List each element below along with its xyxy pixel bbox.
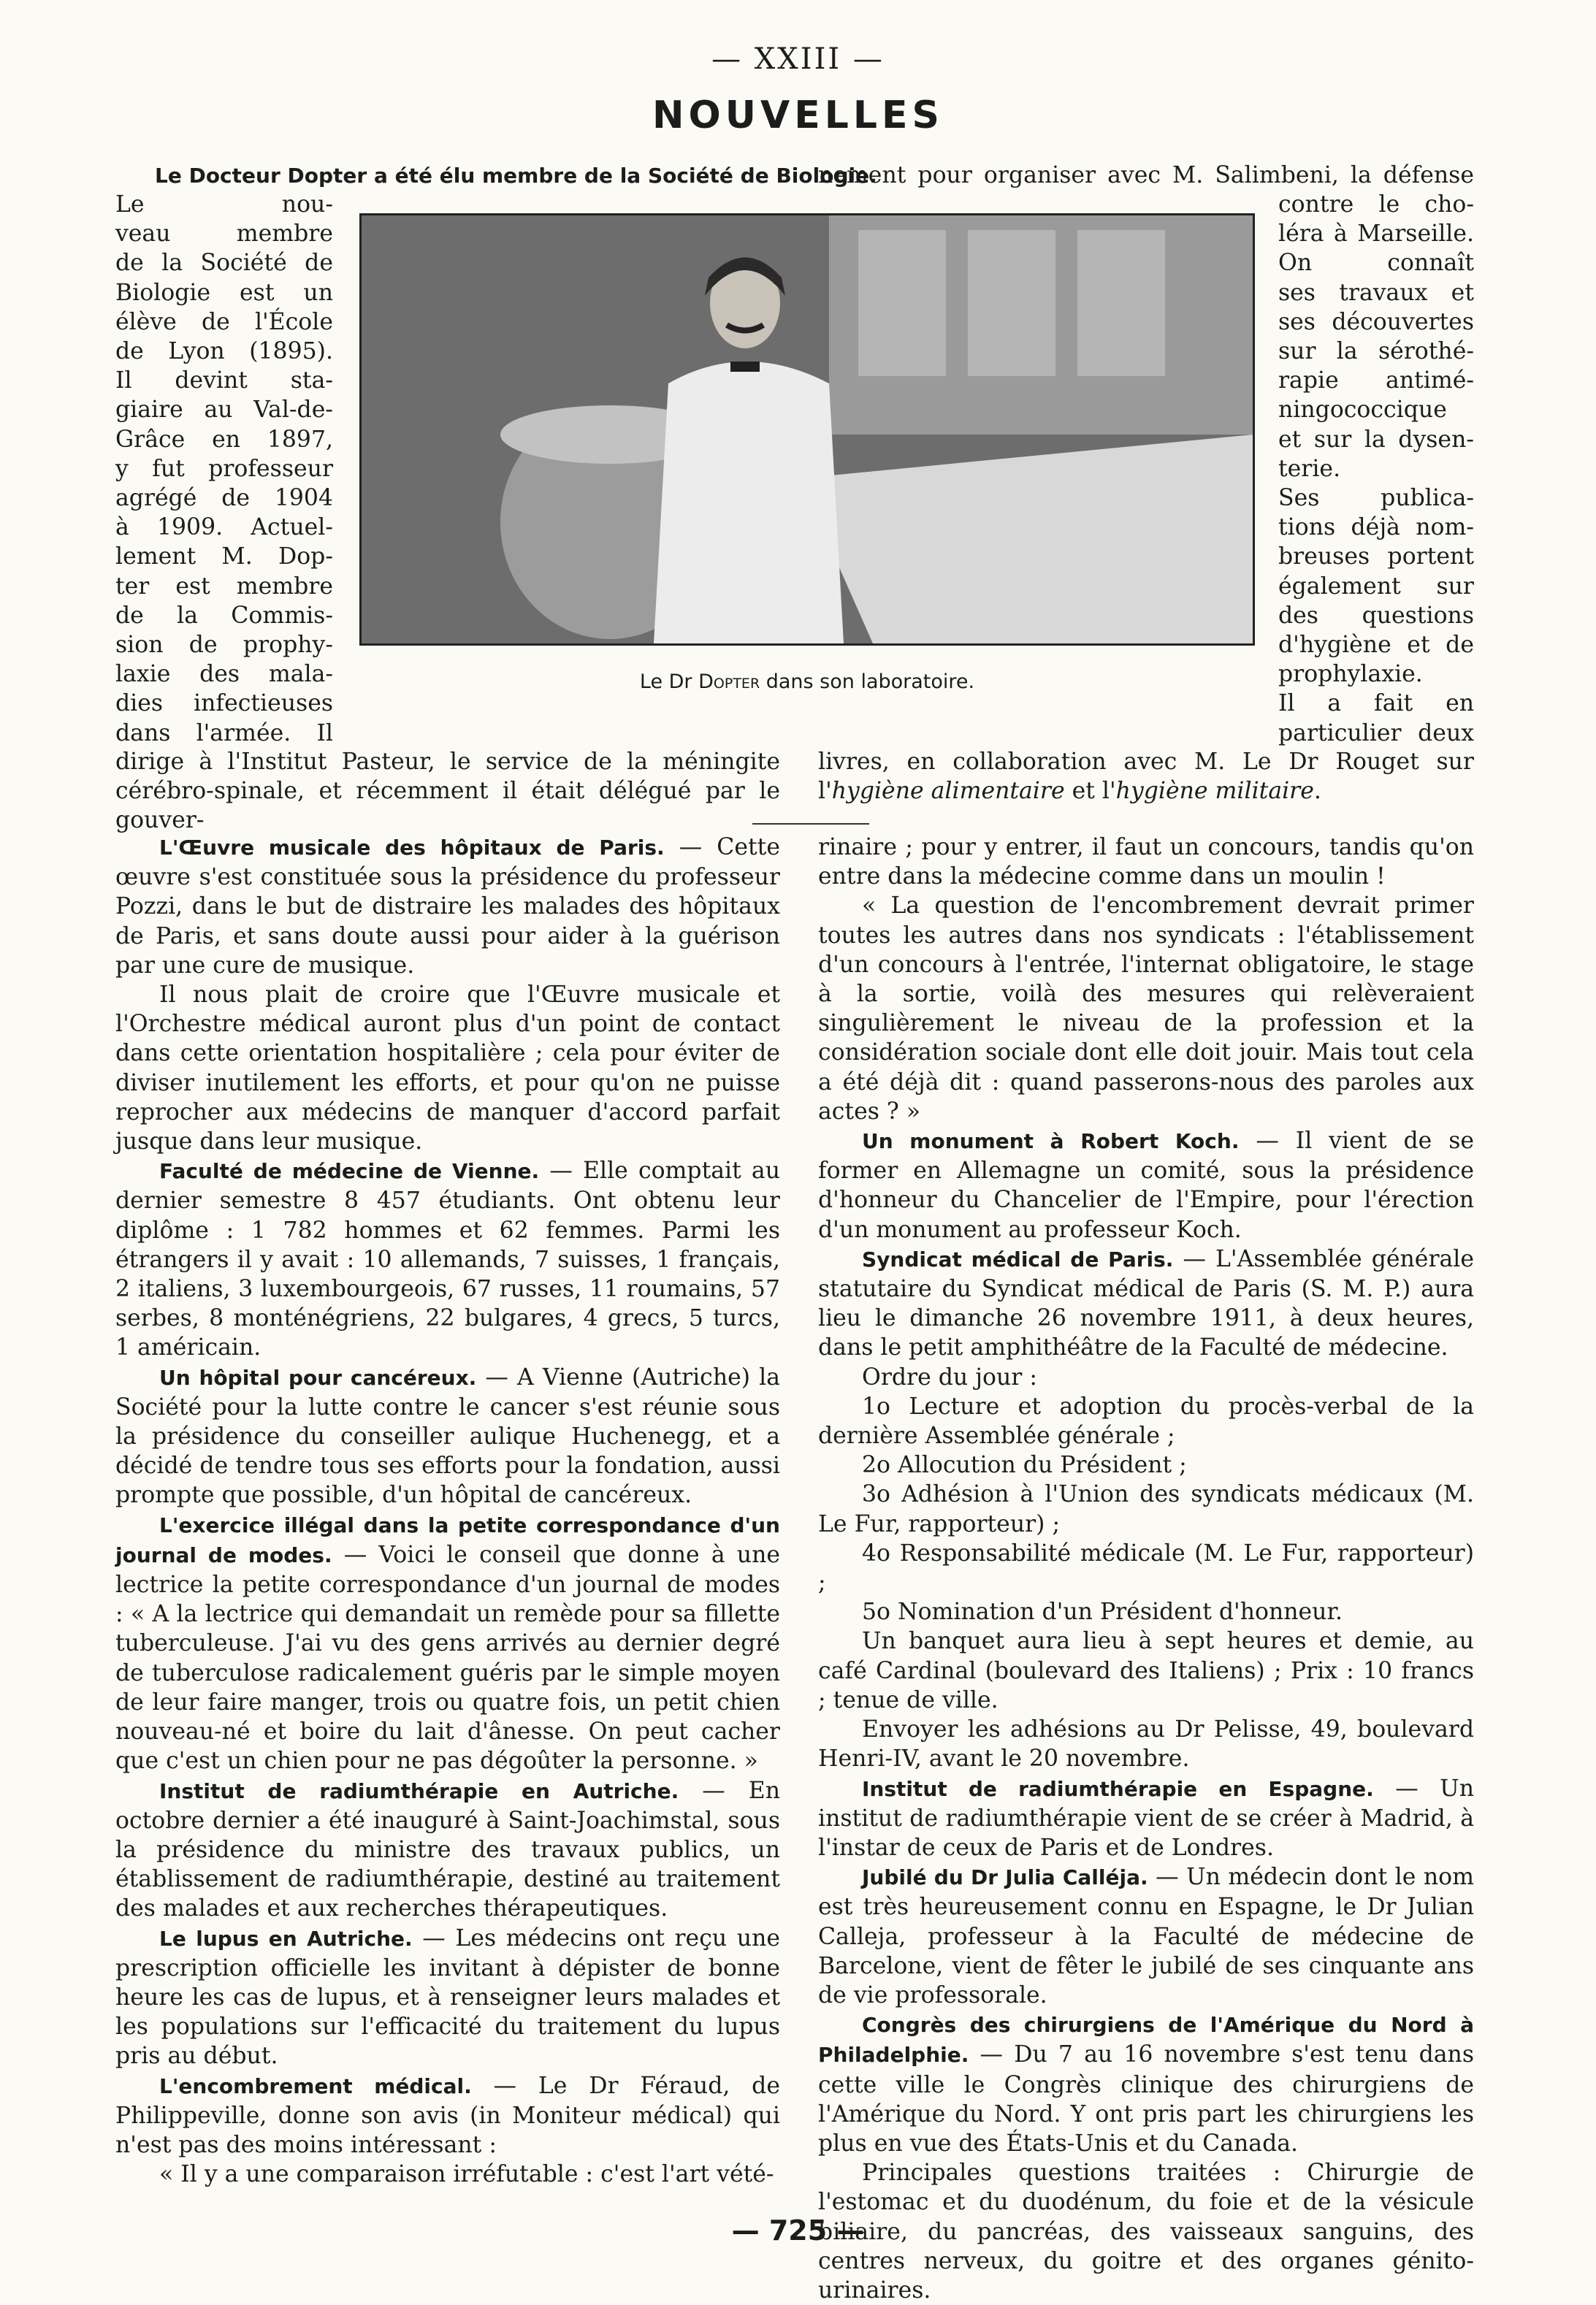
right-column-paragraph-text: — Du 7 au 16 novembre s'est tenu dans cette ville le Congrès clinique des chirurgiens de l'Amérique du Nord. Y ont pris part les chirurgiens les plus en vue des États-Unis et du Canada. (818, 2041, 1474, 2157)
right-column-paragraph-text: — L'Assemblée générale statutaire du Syndicat médical de Paris (S. M. P.) aura lieu le dimanche 26 novembre 1911, à deux heures, dans le petit amphithéâtre de la Faculté de médecine. (818, 1245, 1474, 1361)
caption-prefix: Le Dr (639, 670, 699, 693)
right-column-paragraph-heading: Congrès des chirurgiens de l'Amérique du Nord à Philadelphie. (818, 2013, 1474, 2068)
laboratory-photo (359, 213, 1255, 646)
right-column-paragraph (818, 1774, 1474, 1863)
dopter-br-italic1: hygiène alimentaire (831, 778, 1065, 805)
left-column-paragraph-heading: Le lupus en Autriche. (159, 1926, 413, 1951)
dopter-right-line: Il a fait en (1278, 690, 1474, 717)
left-column-paragraph (115, 1510, 780, 1776)
dopter-left-line: veau membre (115, 221, 333, 248)
dopter-left-line: ter est membre (115, 573, 333, 600)
dopter-right-line: ses travaux et (1278, 279, 1474, 306)
right-column-paragraph-text: rinaire ; pour y entrer, il faut un concours, tandis qu'on entre dans la médecine comme dans un moulin ! (818, 834, 1474, 890)
dopter-left-line: giaire au Val-de- (115, 397, 333, 424)
right-column-paragraph-heading: Jubilé du Dr Julia Calléja. (862, 1865, 1148, 1890)
dopter-bottom-left (115, 747, 780, 836)
left-column-paragraph (115, 1363, 780, 1510)
dopter-right-line: sur la sérothé- (1278, 338, 1474, 365)
dopter-left-line: dies infectieuses (115, 690, 333, 717)
dopter-br-italic2: hygiène militaire (1115, 778, 1314, 805)
dopter-left-line: agrégé de 1904 (115, 485, 333, 512)
right-column-paragraph-text: Ordre du jour : (862, 1364, 1037, 1391)
right-column-paragraph (818, 1862, 1474, 2010)
dopter-left-line: de la Société de (115, 250, 333, 277)
dopter-br-part3: . (1313, 778, 1321, 805)
left-column-paragraph-text: — En octobre dernier a été inauguré à Saint-Joachimstal, sous la présidence du ministre des travaux publics, un établissement de radiumthérapie, destiné au traitement des malades et aux recherches thérapeutiques. (115, 1777, 780, 1922)
right-column-paragraph-text: 5o Nomination d'un Président d'honneur. (862, 1599, 1343, 1626)
dopter-bottom-left-text: dirige à l'Institut Pasteur, le service de la méningite cérébro-spinale, et récemment il était délégué par le gouver- (115, 749, 780, 834)
dopter-left-line: y fut professeur (115, 455, 333, 482)
right-column-paragraph-text: « La question de l'encombrement devrait primer toutes les autres dans nos syndicats : l'établissement d'un concours à l'entrée, l'internat obligatoire, le stage à la sortie, voilà des mesures qui relèveraient singulièrement le niveau de la profession et la considération sociale dont elle doit jouir. Mais tout cela a été déjà dit : quand passerons-nous des paroles aux actes ? » (818, 892, 1474, 1125)
right-column (818, 833, 1474, 2305)
dopter-left-line: laxie des mala- (115, 661, 333, 688)
caption-name: Dopter (698, 670, 760, 693)
dopter-heading-text: Le Docteur Dopter a été élu membre de la Société de Biologie. (155, 164, 877, 188)
left-column-paragraph-text: — Le Dr Féraud, de Philippeville, donne son avis (in Moniteur médical) qui n'est pas des moins intéressant : (115, 2072, 780, 2158)
left-column-paragraph-text: — Elle comptait au dernier semestre 8 457 étudiants. Ont obtenu leur diplôme : 1 782 hommes et 62 femmes. Parmi les étrangers il y avait : 10 allemands, 7 suisses, 1 français, 2 italiens, 3 luxembourgeois, 67 russes, 11 roumains, 57 serbes, 8 monténégriens, 22 bulgares, 4 grecs, 5 turcs, 1 américain. (115, 1158, 780, 1361)
dopter-right-line: On connaît (1278, 250, 1474, 277)
right-column-paragraph (818, 1480, 1474, 1538)
laboratory-photo-illustration (362, 215, 1253, 643)
right-column-paragraph-heading: Un monument à Robert Koch. (862, 1129, 1240, 1154)
left-column-paragraph-text: Il nous plait de croire que l'Œuvre musicale et l'Orchestre médical auront plus d'un point de contact dans cette orientation hospitalière ; cela pour éviter de diviser inutilement les efforts, et pour qu'on ne puisse reprocher aux médecins de manquer d'accord parfait jusque dans leur musique. (115, 982, 780, 1155)
right-column-paragraph-text: 4o Responsabilité médicale (M. Le Fur, rapporteur) ; (818, 1540, 1474, 1597)
left-column-paragraph-heading: Un hôpital pour cancéreux. (159, 1365, 477, 1390)
right-column-paragraph (818, 2010, 1474, 2158)
dopter-br-part1: livres, en collaboration avec M. Le Dr Rouget sur l' (818, 749, 1474, 805)
left-column-paragraph-heading: L'encombrement médical. (159, 2073, 472, 2098)
left-column-paragraph-heading: L'Œuvre musicale des hôpitaux de Paris. (159, 836, 665, 860)
dopter-left-line: Biologie est un (115, 279, 333, 306)
section-title: NOUVELLES (652, 93, 944, 137)
left-column-paragraph (115, 1776, 780, 1924)
dopter-left-line: à 1909. Actuel- (115, 514, 333, 541)
right-column-paragraph-text: 3o Adhésion à l'Union des syndicats médicaux (M. Le Fur, rapporteur) ; (818, 1481, 1474, 1537)
left-column-paragraph-heading: Faculté de médecine de Vienne. (159, 1159, 540, 1184)
left-column-paragraph-heading: Institut de radiumthérapie en Autriche. (159, 1778, 679, 1803)
caption-suffix: dans son laboratoire. (760, 670, 975, 693)
right-column-paragraph-text: — Un médecin dont le nom est très heureusement connu en Espagne, le Dr Julian Calleja, professeur à la Faculté de médecine de Barcelone, vient de fêter le jubilé de ses cinquante ans de vie professorale. (818, 1864, 1474, 2008)
right-column-paragraph-text: Principales questions traitées : Chirurgie de l'estomac et du duodénum, du foie et de la vésicule biliaire, du pancréas, des vaisseaux sanguins, des centres nerveux, du goitre et des organes génito-urinaires. (818, 2160, 1474, 2304)
right-column-paragraph (818, 1126, 1474, 1245)
right-column-paragraph (818, 1392, 1474, 1450)
left-column-paragraph-text: « Il y a une comparaison irréfutable : c'est l'art vété- (159, 2161, 774, 2188)
dopter-right-line: breuses portent (1278, 543, 1474, 570)
right-column-paragraph (818, 833, 1474, 891)
dopter-right-line: terie. (1278, 455, 1341, 482)
dopter-right-line: particulier deux (1278, 719, 1474, 746)
right-column-paragraph-text: Envoyer les adhésions au Dr Pelisse, 49, boulevard Henri-IV, avant le 20 novembre. (818, 1716, 1474, 1773)
photo-caption (359, 670, 1255, 693)
left-column-paragraph-heading: L'exercice illégal dans la petite correspondance d'un journal de modes. (115, 1513, 780, 1567)
dopter-right-line: ses découvertes (1278, 308, 1474, 335)
dopter-right-line: également sur (1278, 573, 1474, 600)
dopter-left-line: de Lyon (1895). (115, 338, 333, 365)
dopter-right-line: ningococcique (1278, 397, 1447, 424)
dopter-left-line: sion de prophy- (115, 632, 333, 659)
dopter-left-line: élève de l'École (115, 308, 333, 335)
left-column-paragraph (115, 833, 780, 980)
dopter-br-part2: et l' (1064, 778, 1116, 805)
dopter-left-line: de la Commis- (115, 602, 333, 629)
dopter-left-line: Il devint sta- (115, 367, 333, 394)
dopter-left-line: dans l'armée. Il (115, 719, 333, 746)
right-column-paragraph (818, 1539, 1474, 1597)
dopter-right-top-text: nement pour organiser avec M. Salimbeni, la défense (818, 162, 1474, 188)
dopter-right-line: prophylaxie. (1278, 661, 1423, 688)
dopter-right-line: contre le cho- (1278, 191, 1474, 218)
dopter-heading (155, 161, 877, 191)
dopter-right-line: des questions (1278, 602, 1474, 629)
right-column-paragraph-text: 1o Lecture et adoption du procès-verbal de la dernière Assemblée générale ; (818, 1393, 1474, 1450)
right-column-paragraph (818, 1597, 1474, 1627)
right-column-paragraph-heading: Institut de radiumthérapie en Espagne. (862, 1776, 1374, 1801)
dopter-bottom-right-text (818, 747, 1474, 806)
page-roman-numeral: — XXIII — (711, 42, 885, 76)
right-column-paragraph-text: — Un institut de radiumthérapie vient de se créer à Madrid, à l'instar de ceux de Paris et de Londres. (818, 1775, 1474, 1861)
left-column-paragraph (115, 2160, 780, 2189)
left-column-paragraph-text: — Cette œuvre s'est constituée sous la présidence du professeur Pozzi, dans le but de distraire les malades des hôpitaux de Paris, et sans doute aussi pour aider à la guérison par une cure de musique. (115, 834, 780, 979)
right-column-paragraph (818, 1450, 1474, 1480)
dopter-left-line: Le nou- (115, 191, 333, 218)
left-column-paragraph-text: — Voici le conseil que donne à une lectrice la petite correspondance d'un journal de modes : « A la lectrice qui demandait un remède pour sa fillette tuberculeuse. J'ai vu des gens arrivés au dernier degré de tuberculose radicalement guéris par le simple moyen de leur faire manger, trois ou quatre fois, un petit chien nouveau-né et boire du lait d'ânesse. On peut cacher que c'est un chien pour ne pas dégoûter la personne. » (115, 1541, 781, 1775)
dopter-left-line: lement M. Dop- (115, 543, 333, 570)
dopter-left-line: Grâce en 1897, (115, 426, 333, 453)
dopter-right-line: léra à Marseille. (1278, 221, 1474, 248)
right-column-paragraph (818, 1715, 1474, 1773)
left-column (115, 833, 780, 2189)
right-column-paragraph (818, 1627, 1474, 1715)
dopter-right-line: tions déjà nom- (1278, 514, 1474, 541)
dopter-bottom-right (818, 747, 1474, 806)
dopter-right-top (818, 161, 1474, 190)
right-column-paragraph (818, 1245, 1474, 1363)
dopter-right-line: d'hygiène et de (1278, 632, 1474, 659)
left-column-paragraph (115, 1156, 780, 1362)
dopter-right-line: et sur la dysen- (1278, 426, 1474, 453)
dopter-left-narrow-column (115, 190, 333, 748)
right-column-paragraph (818, 1363, 1474, 1392)
left-column-paragraph-text: — Les médecins ont reçu une prescription officielle les invitant à dépister de bonne heure les cas de lupus, et à renseigner leurs malades et les populations sur l'efficacité du traitement du lupus pris au début. (115, 1924, 780, 2070)
right-column-paragraph-heading: Syndicat médical de Paris. (862, 1247, 1174, 1272)
right-column-paragraph-text: 2o Allocution du Président ; (862, 1452, 1187, 1479)
left-column-paragraph (115, 980, 780, 1156)
dopter-right-line: Ses publica- (1278, 485, 1474, 512)
right-column-paragraph-text: Un banquet aura lieu à sept heures et demie, au café Cardinal (boulevard des Italiens) ; Prix : 10 francs ; tenue de ville. (818, 1628, 1474, 1713)
page-number: — 725 — (731, 2214, 865, 2247)
dopter-right-line: rapie antimé- (1278, 367, 1474, 394)
right-column-paragraph (818, 891, 1474, 1126)
left-column-paragraph-text: — A Vienne (Autriche) la Société pour la lutte contre le cancer s'est réunie sous la présidence du conseiller aulique Huchenegg, et a décidé de tendre tous ses efforts pour la fondation, aussi prompte que possible, d'un hôpital de cancéreux. (115, 1364, 780, 1509)
right-column-paragraph-text: — Il vient de se former en Allemagne un comité, sous la présidence d'honneur du Chancelier de l'Empire, pour l'érection d'un monument au professeur Koch. (818, 1128, 1475, 1243)
left-column-paragraph (115, 2071, 780, 2160)
left-column-paragraph (115, 1924, 780, 2071)
section-divider (752, 823, 869, 825)
dopter-right-narrow-column (1278, 190, 1474, 748)
